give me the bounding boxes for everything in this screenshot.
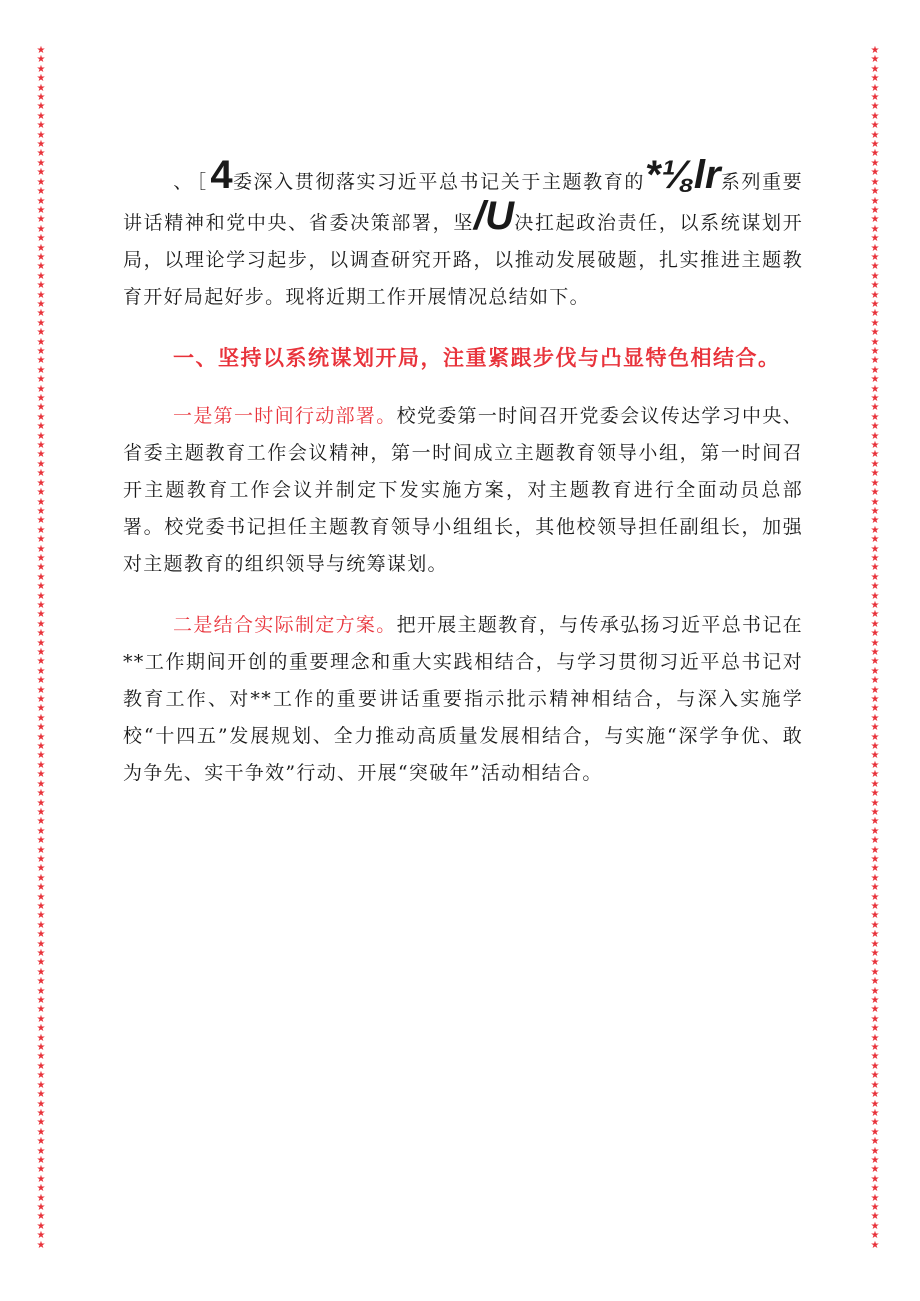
right-star-border: ★ ★ ★ ★ ★ ★ ★ ★ ★ ★ ★ ★ ★ ★ ★ ★ ★ ★ ★ ★ ★ ★ ★ ★ ★ ★ ★ ★ ★ ★ ★ ★ ★ ★ ★ ★ ★ ★ ★ ★ ★ ★ ★ ★ ★ ★ ★ ★ ★ ★ ★ ★ ★ ★ ★ ★ ★ ★ ★ ★ ★ ★ ★ ★ ★ ★ ★ ★ ★ ★ ★ ★ ★ ★ ★ ★ ★ ★ ★ ★ ★ ★ ★ ★ ★ ★ ★ ★ ★ ★ ★ ★ ★ ★ ★ ★ ★ ★ ★ ★ ★ ★ ★ ★ ★ ★ ★ ★ ★ ★ ★ ★ ★ ★ ★ ★ ★ ★ ★ ★ ★ ★ ★ ★ ★ ★ ★ ★ [870,46,880,1251]
intro-text: 系列重要讲话精神和党中央、省委决策部署，坚 [123,171,803,234]
item-lead: 一是第一时间行动部署。 [173,405,397,427]
item-paragraph [123,607,803,792]
garbled-glyph: 4 [210,153,233,197]
garbled-glyph: /U [473,194,514,238]
left-star-border: ★ ★ ★ ★ ★ ★ ★ ★ ★ ★ ★ ★ ★ ★ ★ ★ ★ ★ ★ ★ ★ ★ ★ ★ ★ ★ ★ ★ ★ ★ ★ ★ ★ ★ ★ ★ ★ ★ ★ ★ ★ ★ ★ ★ ★ ★ ★ ★ ★ ★ ★ ★ ★ ★ ★ ★ ★ ★ ★ ★ ★ ★ ★ ★ ★ ★ ★ ★ ★ ★ ★ ★ ★ ★ ★ ★ ★ ★ ★ ★ ★ ★ ★ ★ ★ ★ ★ ★ ★ ★ ★ ★ ★ ★ ★ ★ ★ ★ ★ ★ ★ ★ ★ ★ ★ ★ ★ ★ ★ ★ ★ ★ ★ ★ ★ ★ ★ ★ ★ ★ ★ ★ ★ ★ ★ ★ ★ ★ [36,46,46,1251]
section-heading: 一、坚持以系统谋划开局，注重紧跟步伐与凸显特色相结合。 [173,345,781,370]
document-body [123,153,803,816]
item-paragraph [123,398,803,583]
item-body: 把开展主题教育，与传承弘扬习近平总书记在**工作期间开创的重要理念和重大实践相结合，与学习贯彻习近平总书记对教育工作、对**工作的重要讲话重要指示批示精神相结合，与深入实施学校“十四五”发展规划、全力推动高质量发展相结合，与实施“深学争优、敢为争先、实干争效”行动、开展“突破年”活动相结合。 [123,614,803,784]
intro-prefix: 、［ [173,171,211,193]
garbled-glyph: *⅛lr [644,153,721,197]
intro-paragraph [123,153,803,316]
item-body: 校党委第一时间召开党委会议传达学习中央、省委主题教育工作会议精神，第一时间成立主题教育领导小组，第一时间召开主题教育工作会议并制定下发实施方案，对主题教育进行全面动员总部署。校党委书记担任主题教育领导小组组长，其他校领导担任副组长，加强对主题教育的组织领导与统筹谋划。 [123,405,803,575]
item-lead: 二是结合实际制定方案。 [173,614,397,636]
intro-text: 决扛起政治责任，以系统谋划开局，以理论学习起步，以调查研究开路，以推动发展破题，扎实推进主题教育开好局起好步。现将近期工作开展情况总结如下。 [123,212,803,308]
intro-text: 委深入贯彻落实习近平总书记关于主题教育的 [232,171,645,193]
